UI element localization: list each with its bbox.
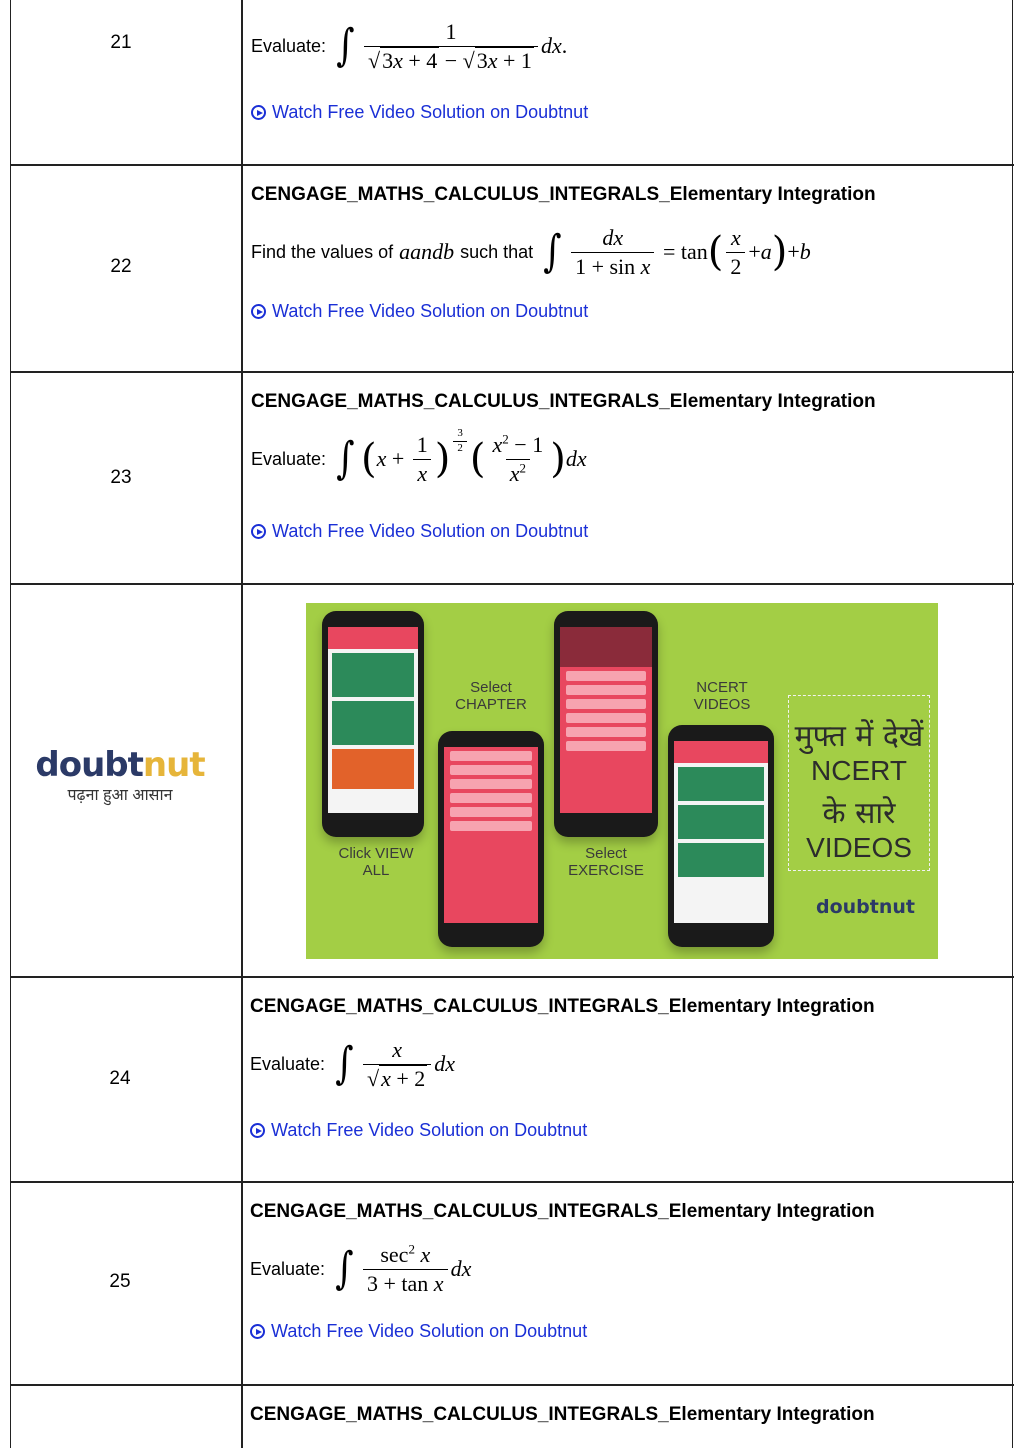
watch-video-link[interactable]: Watch Free Video Solution on Doubtnut [251,102,588,123]
play-icon [251,105,266,120]
doubtnut-logo: doubtnut पढ़ना हुआ आसान [20,745,220,805]
watch-video-link[interactable]: Watch Free Video Solution on Doubtnut [250,1321,587,1342]
subject-heading: CENGAGE_MATHS_CALCULUS_INTEGRALS_Elementary Integration [251,184,876,205]
question-number: 25 [109,1271,131,1292]
question-number: 24 [109,1068,131,1089]
label-select-exercise: Select EXERCISE [568,845,644,880]
logo-tagline: पढ़ना हुआ आसान [67,787,173,804]
math-expression: ∫ $\frac{x}{√x + 2}$ dx [335,1037,456,1091]
phone-mockup [668,725,774,947]
label-click-view-all: Click VIEW ALL [338,845,414,880]
phone-mockup [438,731,544,947]
math-expression: ∫ $\frac{\sec^2 x}{\text{3 + tan x}}$ dx [335,1241,472,1296]
question-text [250,1036,455,1092]
math-expression: ∫ $\frac{1}{√3x + 4 - √3x + 1}$ dx . [336,19,568,73]
question-row-22 [11,164,1014,371]
question-text [250,1241,471,1297]
question-prompt: Evaluate: [251,448,327,469]
question-row-21 [11,0,1014,164]
question-number: 21 [110,32,132,53]
promo-message: मुफ्त में देखें NCERT के सारे VIDEOS [788,695,930,871]
question-prompt: Evaluate: [250,1053,326,1074]
question-row-26 [10,1384,1013,1448]
question-row-24 [10,976,1013,1181]
question-prompt: Evaluate: [251,35,327,56]
phone-mockup [322,611,424,837]
subject-heading: CENGAGE_MATHS_CALCULUS_INTEGRALS_Elementary Integration [250,1201,875,1222]
phone-mockup [554,611,658,837]
play-icon [250,1324,265,1339]
question-number: 22 [110,256,132,277]
label-select-chapter: Select CHAPTER [455,679,527,714]
question-prompt-mid: such that [460,241,534,262]
math-expression: ∫ $\frac{dx}{\text{1 + sin x}}$ = tan ( $\frac{x}{2}$ + a ) + b [543,225,811,279]
subject-heading: CENGAGE_MATHS_CALCULUS_INTEGRALS_Elementary Integration [251,391,876,412]
watch-video-link[interactable]: Watch Free Video Solution on Doubtnut [251,301,588,322]
math-expression: ∫ ( x + $\frac{1}{x}$ ) $^{\frac{3}{2}}$ ( $\frac{x^2 - 1}{x^2}$ ) dx [336,426,587,486]
label-ncert-videos: NCERT VIDEOS [693,679,751,714]
watch-video-link[interactable]: Watch Free Video Solution on Doubtnut [250,1120,587,1141]
question-row-23 [11,371,1014,583]
banner-logo: doubtnut [816,896,915,918]
subject-heading: CENGAGE_MATHS_CALCULUS_INTEGRALS_Elementary Integration [250,996,875,1017]
question-row-25 [10,1181,1013,1384]
subject-heading: CENGAGE_MATHS_CALCULUS_INTEGRALS_Elementary Integration [250,1404,875,1425]
question-text: Find the values of aandb such that ∫ $\frac{dx}{\text{1 + sin x}}$ = tan ( $\frac{x}{2}$ + a ) + b [251,225,811,279]
question-prompt: Evaluate: [250,1258,326,1279]
question-prompt: Find the values of [251,241,394,262]
question-text [251,426,587,487]
app-promo-banner[interactable] [306,603,938,959]
watch-video-link[interactable]: Watch Free Video Solution on Doubtnut [251,521,588,542]
play-icon [250,1123,265,1138]
play-icon [251,524,266,539]
play-icon [251,304,266,319]
question-text [251,18,567,74]
question-number: 23 [110,467,132,488]
